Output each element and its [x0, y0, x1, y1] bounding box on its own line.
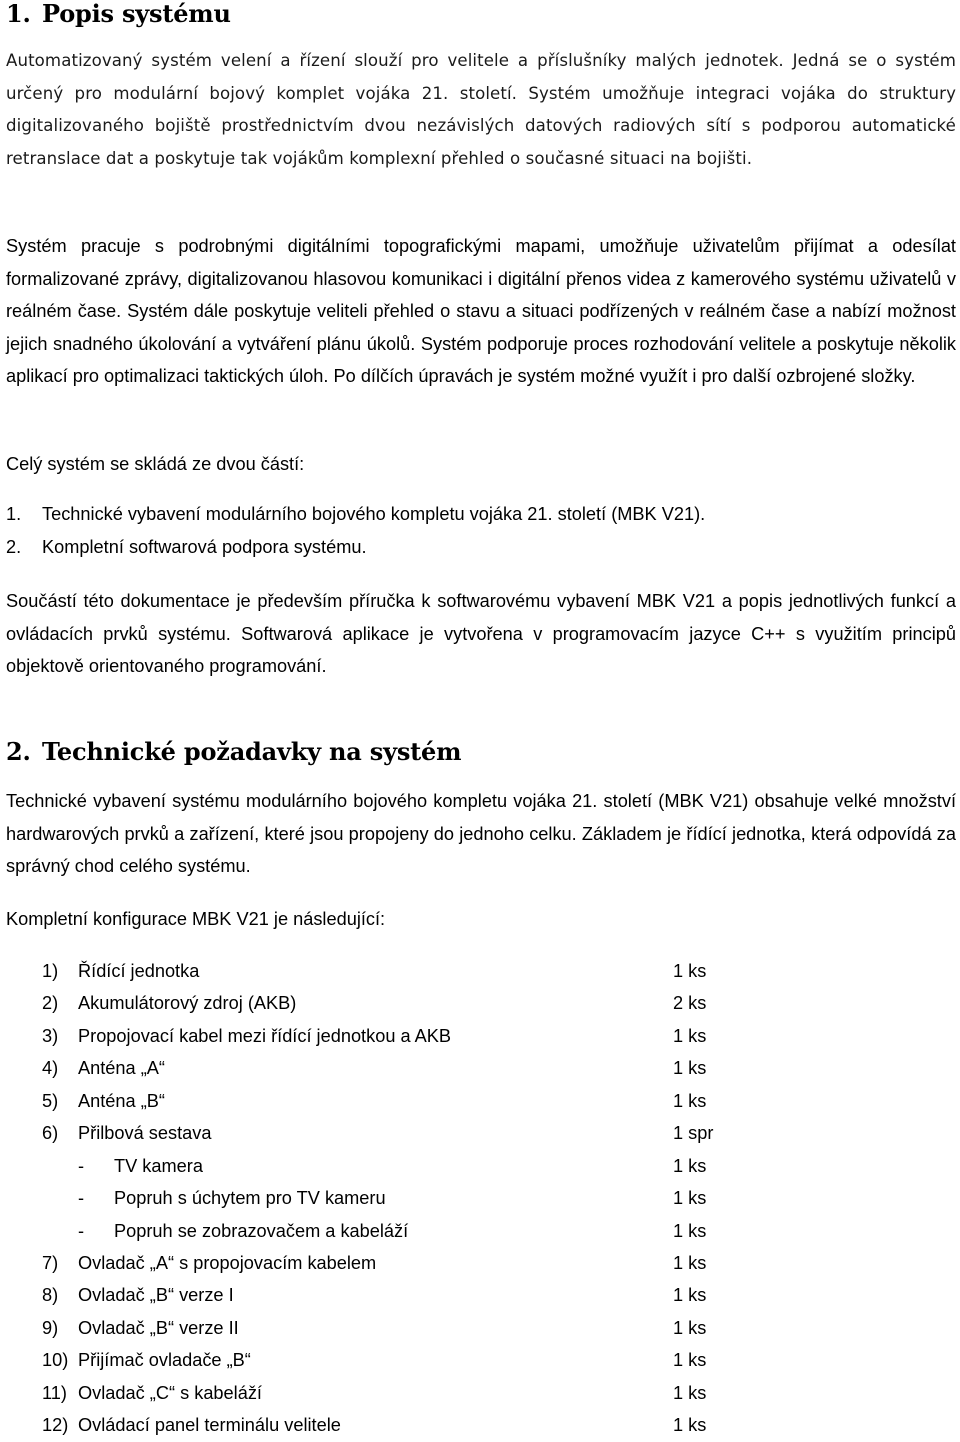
config-item-number: 9) — [42, 1317, 59, 1338]
config-item-quantity: 1 ks — [673, 1285, 707, 1306]
table-row — [6, 1215, 766, 1247]
list-item-text: Kompletní softwarová podpora systému. — [42, 536, 367, 557]
config-item-quantity: 1 ks — [673, 1382, 707, 1403]
table-row — [6, 1409, 766, 1441]
config-item-number: - — [78, 1188, 85, 1209]
config-item-number: 2) — [42, 993, 59, 1014]
config-item-name: Akumulátorový zdroj (AKB) — [78, 993, 297, 1014]
section-2-number: 2. — [6, 737, 31, 766]
table-row — [6, 1085, 766, 1117]
config-item-number: 7) — [42, 1252, 59, 1273]
config-item-name: Popruh s úchytem pro TV kameru — [114, 1188, 386, 1209]
list-item — [6, 531, 705, 564]
config-item-number: - — [78, 1155, 85, 1176]
list-item — [6, 498, 705, 531]
table-row — [6, 1182, 766, 1214]
config-item-name: Řídící jednotka — [78, 961, 200, 981]
section-2-paragraph-1: Technické vybavení systému modulárního bojového kompletu vojáka 21. století (MBK V21) obsahuje velké množství hardwarových prvků a zařízení, které jsou propojeny do jednoho celku. Základem je řídící jednotka, která odpovídá za správný chod celého systému. — [6, 791, 956, 876]
config-intro: Kompletní konfigurace MBK V21 je následující: — [6, 909, 386, 929]
config-item-name: Ovladač „C“ s kabeláží — [78, 1382, 262, 1403]
config-item-number: 4) — [42, 1058, 59, 1079]
config-item-quantity: 1 ks — [673, 1220, 707, 1241]
config-item-quantity: 1 ks — [673, 1188, 707, 1209]
config-item-name: Ovladač „B“ verze II — [78, 1317, 239, 1338]
table-row — [6, 987, 766, 1019]
config-item-quantity: 1 ks — [673, 1155, 707, 1176]
config-item-number: 12) — [42, 1415, 69, 1436]
list-item-number: 1. — [6, 504, 22, 524]
table-row — [6, 955, 766, 987]
table-row — [6, 1052, 766, 1084]
section-1-paragraph-1: Automatizovaný systém velení a řízení slouží pro velitele a příslušníky malých jednotek. Jedná se o systém určený pro modulární bojový komplet vojáka 21. století. Systém umožňuje integraci vojáka do struktury digitalizovaného bojiště prostřednictvím dvou nezávislých datových radiových sítí s podporou automatické retranslace dat a poskytuje tak vojákům komplexní přehled o současné situaci na bojišti. — [6, 51, 956, 168]
section-1-heading — [6, 0, 231, 28]
config-item-number: 1) — [42, 961, 59, 981]
config-item-number: 3) — [42, 1025, 59, 1046]
config-item-number: 11) — [42, 1382, 67, 1403]
config-item-number: 6) — [42, 1123, 59, 1144]
config-item-number: 5) — [42, 1090, 59, 1111]
config-item-name: TV kamera — [114, 1155, 203, 1176]
section-2-title: Technické požadavky na systém — [42, 737, 462, 766]
table-row — [6, 1247, 766, 1279]
parts-intro: Celý systém se skládá ze dvou částí: — [6, 454, 305, 474]
config-item-name: Anténa „B“ — [78, 1090, 165, 1111]
config-item-quantity: 1 ks — [673, 961, 707, 981]
table-row — [6, 1279, 766, 1311]
config-item-number: 8) — [42, 1285, 59, 1306]
config-item-name: Propojovací kabel mezi řídící jednotkou a AKB — [78, 1025, 452, 1046]
section-1-title: Popis systému — [42, 0, 231, 28]
table-row — [6, 1117, 766, 1149]
config-item-number: - — [78, 1220, 85, 1241]
config-list — [6, 955, 766, 1442]
list-item-number: 2. — [6, 536, 22, 557]
config-item-name: Přilbová sestava — [78, 1123, 212, 1144]
table-row — [6, 1312, 766, 1344]
config-item-name: Popruh se zobrazovačem a kabeláží — [114, 1220, 409, 1241]
table-row — [6, 1377, 766, 1409]
config-item-name: Ovladač „A“ s propojovacím kabelem — [78, 1252, 377, 1273]
section-1-paragraph-2: Systém pracuje s podrobnými digitálními topografickými mapami, umožňuje uživatelům přijímat a odesílat formalizované zprávy, digitalizovanou hlasovou komunikaci i digitální přenos videa z kamerového systému uživatelů v reálném čase. Systém dále poskytuje veliteli přehled o stavu a situaci podřízených v reálném čase a nabízí možnost jejich snadného úkolování a vytváření plánu úkolů. Systém podporuje proces rozhodování velitele a poskytuje několik aplikací pro optimalizaci taktických úloh. Po dílčích úpravách je systém možné využít i pro další ozbrojené složky. — [6, 236, 956, 386]
table-row — [6, 1020, 766, 1052]
list-item-text: Technické vybavení modulárního bojového kompletu vojáka 21. století (MBK V21). — [42, 504, 706, 524]
section-1-number: 1. — [6, 0, 31, 28]
config-item-name: Ovladač „B“ verze I — [78, 1285, 234, 1306]
config-item-quantity: 1 ks — [673, 1090, 707, 1111]
table-row — [6, 1150, 766, 1182]
config-item-quantity: 1 ks — [673, 1317, 707, 1338]
config-item-name: Anténa „A“ — [78, 1058, 165, 1079]
config-item-name: Ovládací panel terminálu velitele — [78, 1415, 341, 1436]
section-2-heading — [6, 738, 461, 766]
parts-list — [6, 498, 705, 563]
config-item-name: Přijímač ovladače „B“ — [78, 1350, 251, 1371]
config-item-quantity: 1 ks — [673, 1415, 707, 1436]
table-row — [6, 1344, 766, 1376]
config-item-quantity: 1 ks — [673, 1350, 707, 1371]
section-1-paragraph-3: Součástí této dokumentace je především příručka k softwarovému vybavení MBK V21 a popis jednotlivých funkcí a ovládacích prvků systému. Softwarová aplikace je vytvořena v programovacím jazyce C++ s využitím principů objektově orientovaného programování. — [6, 591, 956, 676]
config-item-quantity: 1 ks — [673, 1252, 707, 1273]
config-item-quantity: 1 ks — [673, 1058, 707, 1079]
config-item-quantity: 2 ks — [673, 993, 707, 1014]
config-item-quantity: 1 ks — [673, 1025, 707, 1046]
config-item-number: 10) — [42, 1350, 69, 1371]
config-item-quantity: 1 spr — [673, 1123, 714, 1144]
